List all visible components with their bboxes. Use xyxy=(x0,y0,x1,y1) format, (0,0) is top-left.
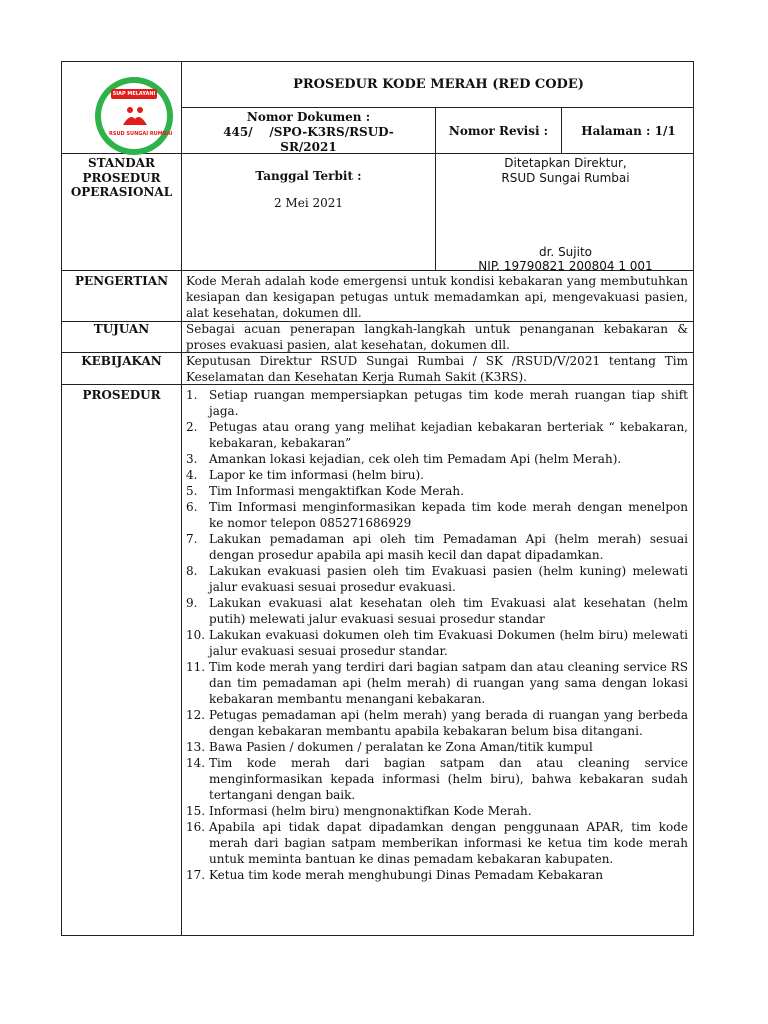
list-item-text: Lapor ke tim informasi (helm biru). xyxy=(209,468,424,482)
sop-label: OPERASIONAL xyxy=(70,185,173,199)
kebijakan-label: KEBIJAKAN xyxy=(81,354,162,368)
list-item: 8. Lakukan evakuasi pasien oleh tim Evakuasi pasien (helm kuning) melewati jalur evakuasi sesuai prosedur evakuasi. xyxy=(186,564,688,594)
pengertian-label: PENGERTIAN xyxy=(74,274,169,288)
tujuan-label: TUJUAN xyxy=(93,322,150,336)
halaman-label: Halaman : 1/1 xyxy=(581,124,676,138)
list-item: 14. Tim kode merah dari bagian satpam dan atau cleaning service menginformasikan kepada informasi (helm biru), bahwa kebakaran sudah tertangani dengan baik. xyxy=(186,756,688,802)
list-item-text: Amankan lokasi kejadian, cek oleh tim Pemadam Api (helm Merah). xyxy=(209,452,622,466)
list-item-text: Ketua tim kode merah menghubungi Dinas Pemadam Kebakaran xyxy=(209,868,604,882)
list-item: 17. Ketua tim kode merah menghubungi Dinas Pemadam Kebakaran xyxy=(186,868,604,882)
ditetapkan-text: RSUD Sungai Rumbai xyxy=(501,171,630,185)
list-item: 1. Setiap ruangan mempersiapkan petugas tim kode merah ruangan tiap shift jaga. xyxy=(186,388,688,418)
list-item-text: Tim Informasi menginformasikan kepada tim kode merah dengan menelpon ke nomor telepon 085271686929 xyxy=(209,500,688,530)
list-item: 7. Lakukan pemadaman api oleh tim Pemadaman Api (helm merah) sesuai dengan prosedur apabila api masih kecil dan dapat dipadamkan. xyxy=(186,532,688,562)
list-item-text: Tim kode merah dari bagian satpam dan atau cleaning service menginformasikan kepada informasi (helm biru), bahwa kebakaran sudah tertangani dengan baik. xyxy=(209,756,688,802)
list-item-text: Lakukan evakuasi pasien oleh tim Evakuasi pasien (helm kuning) melewati jalur evakuasi sesuai prosedur evakuasi. xyxy=(209,564,688,594)
list-item-text: Apabila api tidak dapat dipadamkan dengan penggunaan APAR, tim kode merah dari bagian satpam memberikan informasi ke ketua tim kode merah untuk meminta bantuan ke dinas pemadam kebakaran kabupaten. xyxy=(209,820,688,866)
list-item-text: Lakukan evakuasi alat kesehatan oleh tim Evakuasi alat kesehatan (helm putih) melewati jalur evakuasi sesuai prosedur standar xyxy=(209,596,688,626)
list-item: 12. Petugas pemadaman api (helm merah) yang berada di ruangan yang berbeda dengan kebakaran membantu apabila kebakaran belum bisa ditangani. xyxy=(186,708,688,738)
column-divider xyxy=(181,62,182,936)
signer-nip: NIP. 19790821 200804 1 001 xyxy=(478,259,653,273)
nomor-dokumen-label: Nomor Dokumen : xyxy=(246,110,371,124)
document-title: PROSEDUR KODE MERAH (RED CODE) xyxy=(293,77,584,92)
list-item-text: Petugas pemadaman api (helm merah) yang berada di ruangan yang berbeda dengan kebakaran membantu apabila kebakaran belum bisa ditangani. xyxy=(209,708,688,738)
list-item: 5. Tim Informasi mengaktifkan Kode Merah. xyxy=(186,484,464,498)
list-item: 6. Tim Informasi menginformasikan kepada tim kode merah dengan menelpon ke nomor telepon 085271686929 xyxy=(186,500,688,530)
list-item: 16. Apabila api tidak dapat dipadamkan dengan penggunaan APAR, tim kode merah dari bagian satpam memberikan informasi ke ketua tim kode merah untuk meminta bantuan ke dinas pemadam kebakaran kabupaten. xyxy=(186,820,688,866)
tanggal-terbit-label: Tanggal Terbit : xyxy=(255,169,362,183)
list-item-text: Lakukan pemadaman api oleh tim Pemadaman Api (helm merah) sesuai dengan prosedur apabila api masih kecil dan dapat dipadamkan. xyxy=(209,532,688,562)
list-item-text: Bawa Pasien / dokumen / peralatan ke Zona Aman/titik kumpul xyxy=(209,740,593,754)
list-item-text: Tim Informasi mengaktifkan Kode Merah. xyxy=(209,484,464,498)
nomor-dokumen-value: 445/ /SPO-K3RS/RSUD- xyxy=(223,125,394,139)
list-item: 13. Bawa Pasien / dokumen / peralatan ke Zona Aman/titik kumpul xyxy=(186,740,593,754)
tanggal-terbit-value: 2 Mei 2021 xyxy=(273,196,344,210)
ditetapkan-text: Ditetapkan Direktur, xyxy=(504,156,627,170)
list-item-text: Lakukan evakuasi dokumen oleh tim Evakuasi Dokumen (helm biru) melewati jalur evakuasi sesuai prosedur standar. xyxy=(209,628,688,658)
sop-document xyxy=(61,61,694,936)
logo-bottom-text: RSUD SUNGAI RUMBAI xyxy=(109,131,173,137)
list-item: 11. Tim kode merah yang terdiri dari bagian satpam dan atau cleaning service RS dan tim pemadaman api (helm merah) di ruangan yang sama dengan lokasi kebakaran membantu menangani kebakaran. xyxy=(186,660,688,706)
caring-hands-icon xyxy=(121,105,149,127)
logo-top-text: SIAP MELAYANI xyxy=(112,91,156,97)
list-item-text: Tim kode merah yang terdiri dari bagian satpam dan atau cleaning service RS dan tim pemadaman api (helm merah) di ruangan yang sama dengan lokasi kebakaran membantu menangani kebakaran. xyxy=(209,660,688,706)
list-item: 2. Petugas atau orang yang melihat kejadian kebakaran berteriak “ kebakaran, kebakaran, kebakaran” xyxy=(186,420,688,450)
prosedur-list xyxy=(186,387,688,883)
sop-label: PROSEDUR xyxy=(82,171,161,185)
prosedur-label: PROSEDUR xyxy=(82,388,161,402)
list-item: 4. Lapor ke tim informasi (helm biru). xyxy=(186,468,424,482)
list-item: 3. Amankan lokasi kejadian, cek oleh tim Pemadam Api (helm Merah). xyxy=(186,452,622,466)
nomor-revisi-label: Nomor Revisi : xyxy=(448,124,549,138)
signer-name: dr. Sujito xyxy=(538,245,592,259)
sop-label: STANDAR xyxy=(88,156,155,170)
nomor-dokumen-value: SR/2021 xyxy=(280,140,337,154)
row-divider xyxy=(181,107,694,108)
list-item-text: Petugas atau orang yang melihat kejadian kebakaran berteriak “ kebakaran, kebakaran, kebakaran” xyxy=(209,420,688,450)
list-item-text: Informasi (helm biru) mengnonaktifkan Kode Merah. xyxy=(209,804,532,818)
list-item: 10. Lakukan evakuasi dokumen oleh tim Evakuasi Dokumen (helm biru) melewati jalur evakuasi sesuai prosedur standar. xyxy=(186,628,688,658)
kebijakan-text: Keputusan Direktur RSUD Sungai Rumbai / SK /RSUD/V/2021 tentang Tim Keselamatan dan Kesehatan Kerja Rumah Sakit (K3RS). xyxy=(186,354,688,384)
list-item-text: Setiap ruangan mempersiapkan petugas tim kode merah ruangan tiap shift jaga. xyxy=(209,388,688,418)
list-item: 9. Lakukan evakuasi alat kesehatan oleh tim Evakuasi alat kesehatan (helm putih) melewati jalur evakuasi sesuai prosedur standar xyxy=(186,596,688,626)
list-item: 15. Informasi (helm biru) mengnonaktifkan Kode Merah. xyxy=(186,804,532,818)
pengertian-text: Kode Merah adalah kode emergensi untuk kondisi kebakaran yang membutuhkan kesiapan dan kesigapan petugas untuk memadamkan api, mengevakuasi pasien, alat kesehatan, dokumen dll. xyxy=(186,274,688,320)
hospital-logo xyxy=(95,77,173,155)
tujuan-text: Sebagai acuan penerapan langkah-langkah untuk penanganan kebakaran & proses evakuasi pasien, alat kesehatan, dokumen dll. xyxy=(186,322,688,352)
